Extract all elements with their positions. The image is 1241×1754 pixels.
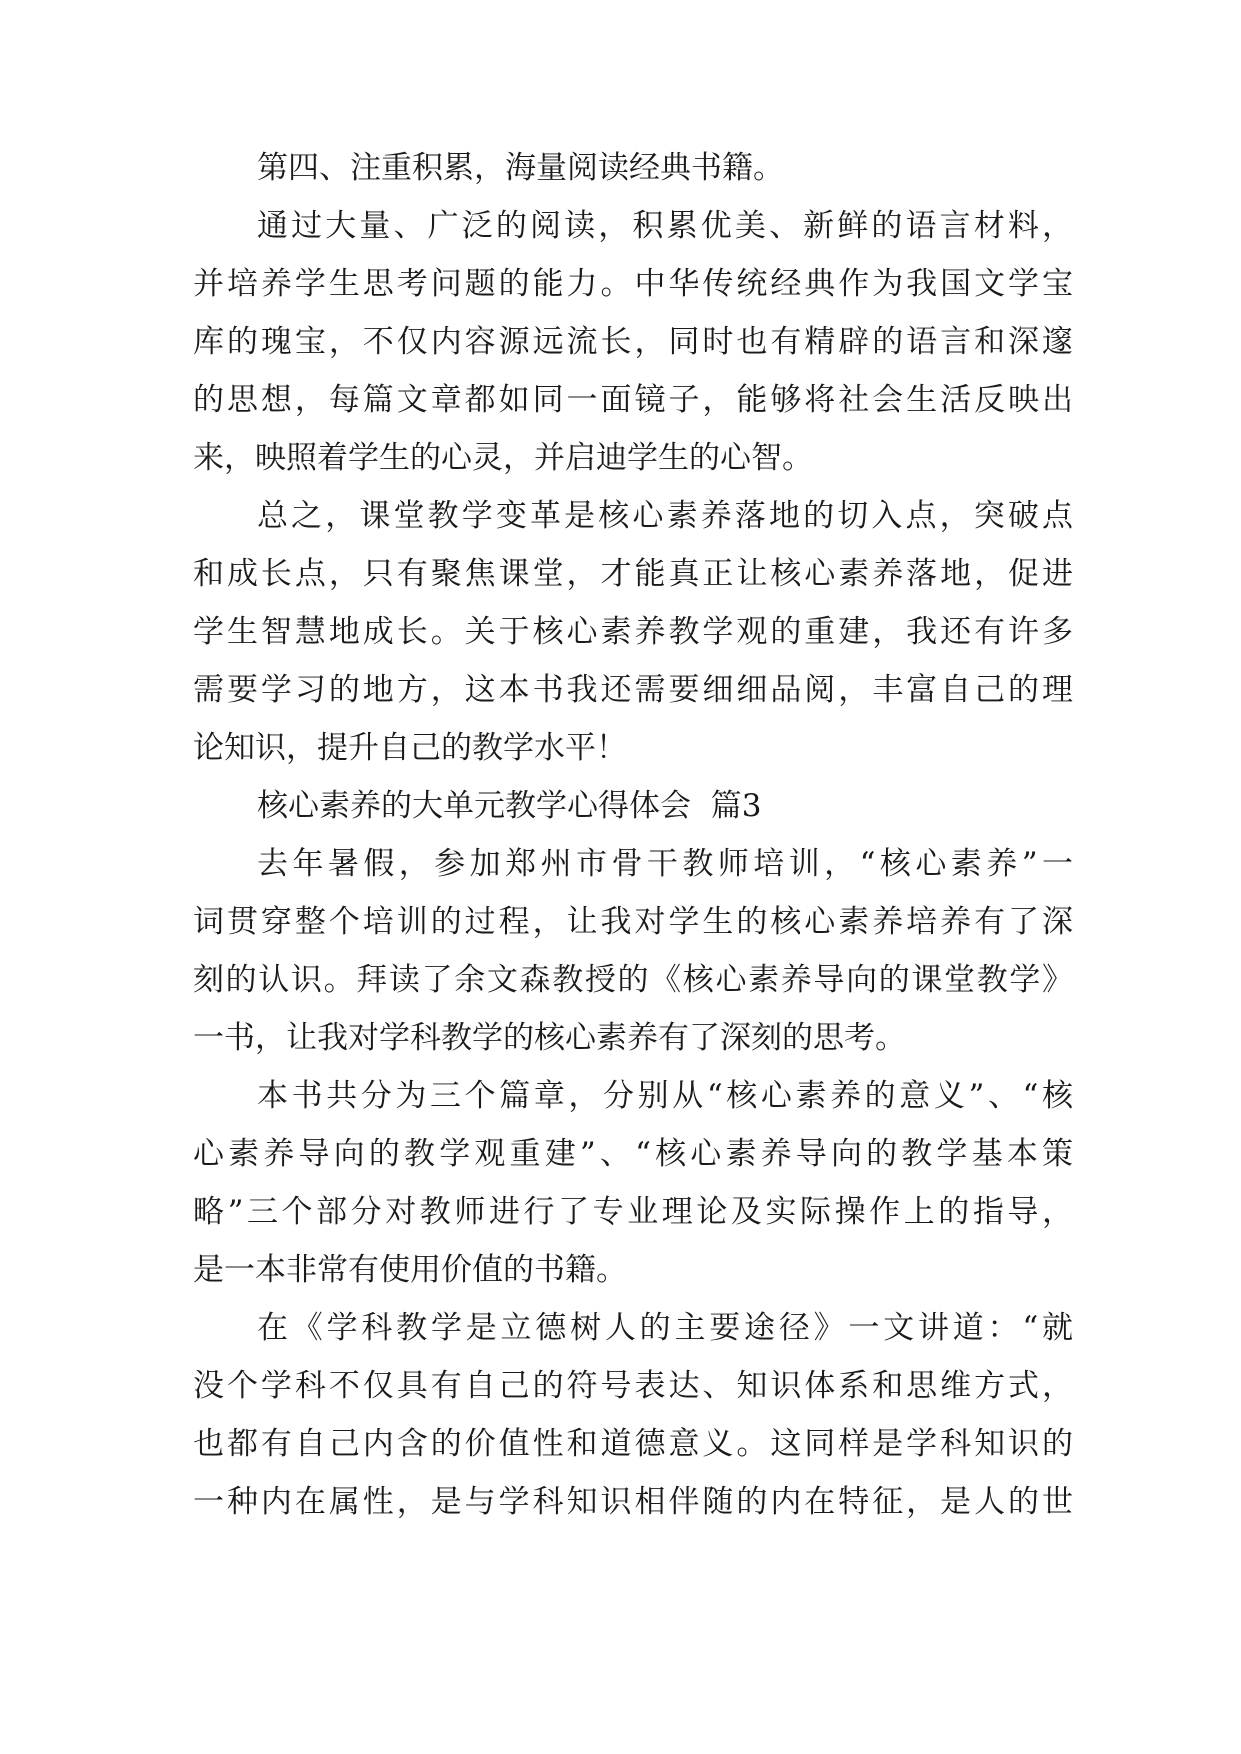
paragraph-line: 心素养导向的教学观重建”、“核心素养导向的教学基本策	[193, 1136, 1073, 1172]
paragraph-line: 需要学习的地方，这本书我还需要细细品阅，丰富自己的理	[193, 672, 1073, 708]
paragraph-line: 的思想，每篇文章都如同一面镜子，能够将社会生活反映出	[193, 382, 1073, 418]
paragraph-line: 和成长点，只有聚焦课堂，才能真正让核心素养落地，促进	[193, 556, 1073, 592]
paragraph-line: 也都有自己内含的价值性和道德意义。这同样是学科知识的	[193, 1426, 1073, 1462]
paragraph-line: 没个学科不仅具有自己的符号表达、知识体系和思维方式，	[193, 1368, 1073, 1404]
paragraph-heading-fourth: 第四、注重积累，海量阅读经典书籍。	[257, 150, 784, 186]
paragraph-line: 是一本非常有使用价值的书籍。	[193, 1252, 627, 1288]
paragraph-line: 词贯穿整个培训的过程，让我对学生的核心素养培养有了深	[193, 904, 1073, 940]
paragraph-line: 在《学科教学是立德树人的主要途径》一文讲道：“就	[257, 1310, 1073, 1346]
paragraph-line: 通过大量、广泛的阅读，积累优美、新鲜的语言材料，	[257, 208, 1073, 244]
paragraph-line: 论知识，提升自己的教学水平！	[193, 730, 627, 766]
paragraph-line: 学生智慧地成长。关于核心素养教学观的重建，我还有许多	[193, 614, 1073, 650]
paragraph-line: 刻的认识。拜读了余文森教授的《核心素养导向的课堂教学》	[193, 962, 1073, 998]
paragraph-line: 去年暑假，参加郑州市骨干教师培训，“核心素养”一	[257, 846, 1073, 882]
section-title: 核心素养的大单元教学心得体会 篇3	[257, 788, 762, 824]
paragraph-line: 一书，让我对学科教学的核心素养有了深刻的思考。	[193, 1020, 906, 1056]
paragraph-line: 来，映照着学生的心灵，并启迪学生的心智。	[193, 440, 813, 476]
paragraph-line: 并培养学生思考问题的能力。中华传统经典作为我国文学宝	[193, 266, 1073, 302]
paragraph-line: 本书共分为三个篇章，分别从“核心素养的意义”、“核	[257, 1078, 1073, 1114]
paragraph-line: 略”三个部分对教师进行了专业理论及实际操作上的指导，	[193, 1194, 1073, 1230]
paragraph-line: 总之，课堂教学变革是核心素养落地的切入点，突破点	[257, 498, 1073, 534]
paragraph-line: 一种内在属性，是与学科知识相伴随的内在特征，是人的世	[193, 1484, 1073, 1520]
paragraph-line: 库的瑰宝，不仅内容源远流长，同时也有精辟的语言和深邃	[193, 324, 1073, 360]
